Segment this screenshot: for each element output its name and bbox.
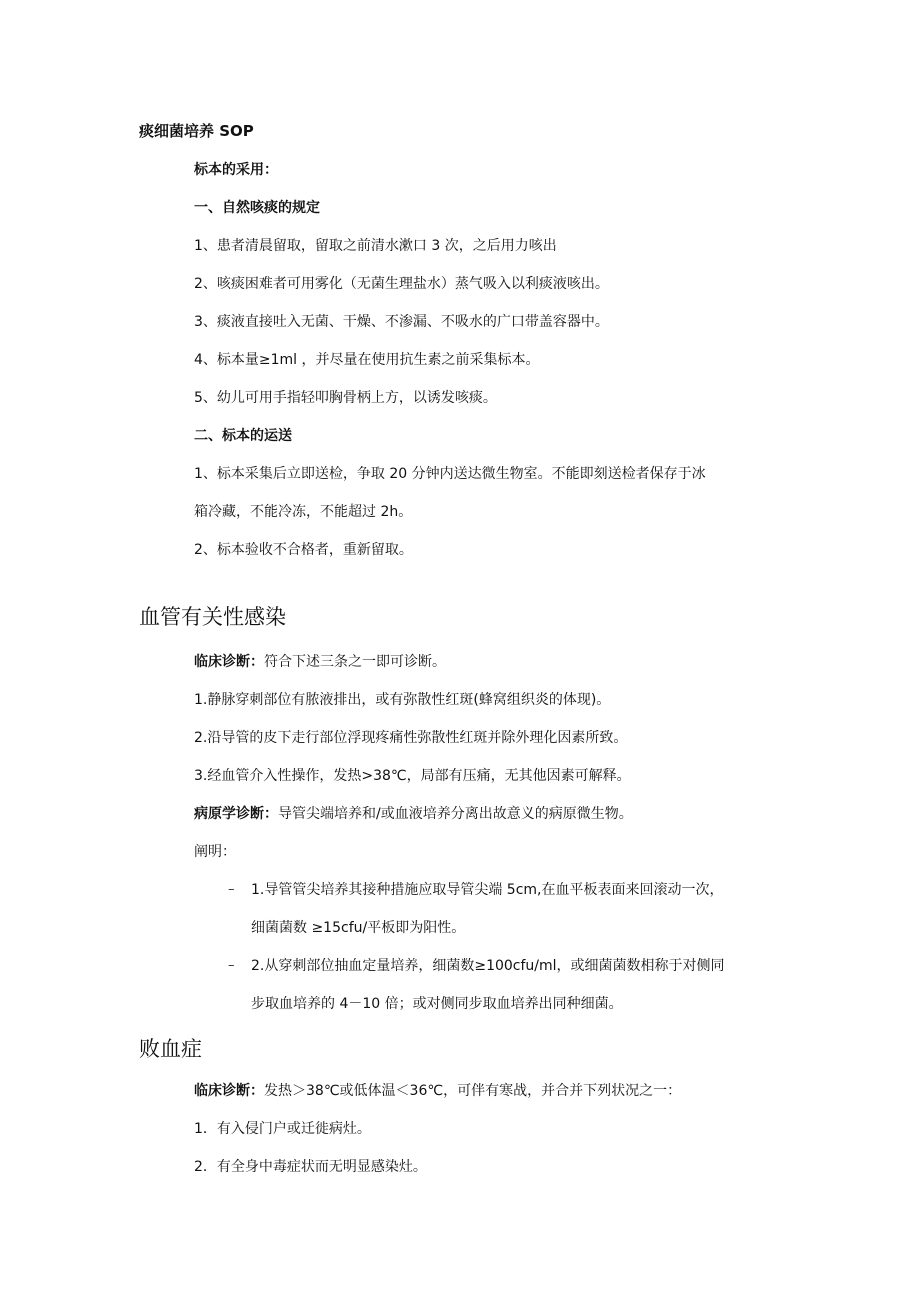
catheter-clinical-row — [194, 652, 446, 672]
note-line: 细菌菌数 ≥15cfu/平板即为阳性。 — [251, 920, 466, 936]
sepsis-title: 败血症 — [139, 1037, 202, 1061]
bullet-dash-icon: – — [228, 958, 235, 973]
sepsis-clinical-text: 发热＞38℃或低体温＜36℃，可伴有寒战，并合并下列状况之一： — [264, 1083, 682, 1099]
section2-item-line: 箱冷藏，不能冷冻，不能超过 2h。 — [194, 504, 413, 520]
sputum-title: 痰细菌培养 SOP — [139, 122, 254, 140]
catheter-item: 1.静脉穿刺部位有脓液排出，或有弥散性红斑(蜂窝组织炎的体现)。 — [194, 692, 611, 708]
sepsis-clinical-label: 临床诊断： — [194, 1083, 264, 1099]
section1-item: 2、咳痰困难者可用雾化（无菌生理盐水）蒸气吸入以利痰液咳出。 — [194, 276, 609, 292]
section1-heading: 一、自然咳痰的规定 — [194, 200, 320, 216]
note-line: 2.从穿刺部位抽血定量培养，细菌数≥100cfu/ml，或细菌菌数相称于对侧同 — [251, 958, 725, 974]
section1-item: 1、患者清晨留取，留取之前清水漱口 3 次，之后用力咳出 — [194, 238, 557, 254]
bullet-dash-icon: – — [228, 882, 235, 897]
catheter-note-label: 阐明： — [194, 844, 236, 860]
catheter-pathogen-row — [194, 804, 633, 824]
catheter-pathogen-label: 病原学诊断： — [194, 806, 278, 822]
section2-item: 2、标本验收不合格者，重新留取。 — [194, 542, 413, 558]
section1-item: 3、痰液直接吐入无菌、干燥、不渗漏、不吸水的广口带盖容器中。 — [194, 314, 609, 330]
catheter-title: 血管有关性感染 — [139, 605, 286, 629]
note-line: 1.导管管尖培养其接种措施应取导管尖端 5cm,在血平板表面来回滚动一次， — [251, 882, 724, 898]
section2-item-line: 1、标本采集后立即送检，争取 20 分钟内送达微生物室。不能即刻送检者保存于冰 — [194, 466, 706, 482]
catheter-item: 3.经血管介入性操作，发热>38℃，局部有压痛，无其他因素可解释。 — [194, 768, 631, 784]
catheter-pathogen-text: 导管尖端培养和/或血液培养分离出故意义的病原微生物。 — [278, 806, 633, 822]
catheter-clinical-text: 符合下述三条之一即可诊断。 — [264, 654, 446, 670]
catheter-clinical-label: 临床诊断： — [194, 654, 264, 670]
catheter-item: 2.沿导管的皮下走行部位浮现疼痛性弥散性红斑并除外理化因素所致。 — [194, 730, 628, 746]
sepsis-item: 2．有全身中毒症状而无明显感染灶。 — [194, 1159, 427, 1175]
collection-heading: 标本的采用： — [194, 162, 278, 178]
section1-item: 5、幼儿可用手指轻叩胸骨柄上方，以诱发咳痰。 — [194, 390, 497, 406]
note-line: 步取血培养的 4－10 倍；或对侧同步取血培养出同种细菌。 — [251, 996, 623, 1012]
section2-heading: 二、标本的运送 — [194, 428, 292, 444]
sepsis-clinical-row — [194, 1081, 681, 1101]
section1-item: 4、标本量≥1ml ，并尽量在使用抗生素之前采集标本。 — [194, 352, 540, 368]
sepsis-item: 1．有入侵门户或迁徙病灶。 — [194, 1121, 371, 1137]
